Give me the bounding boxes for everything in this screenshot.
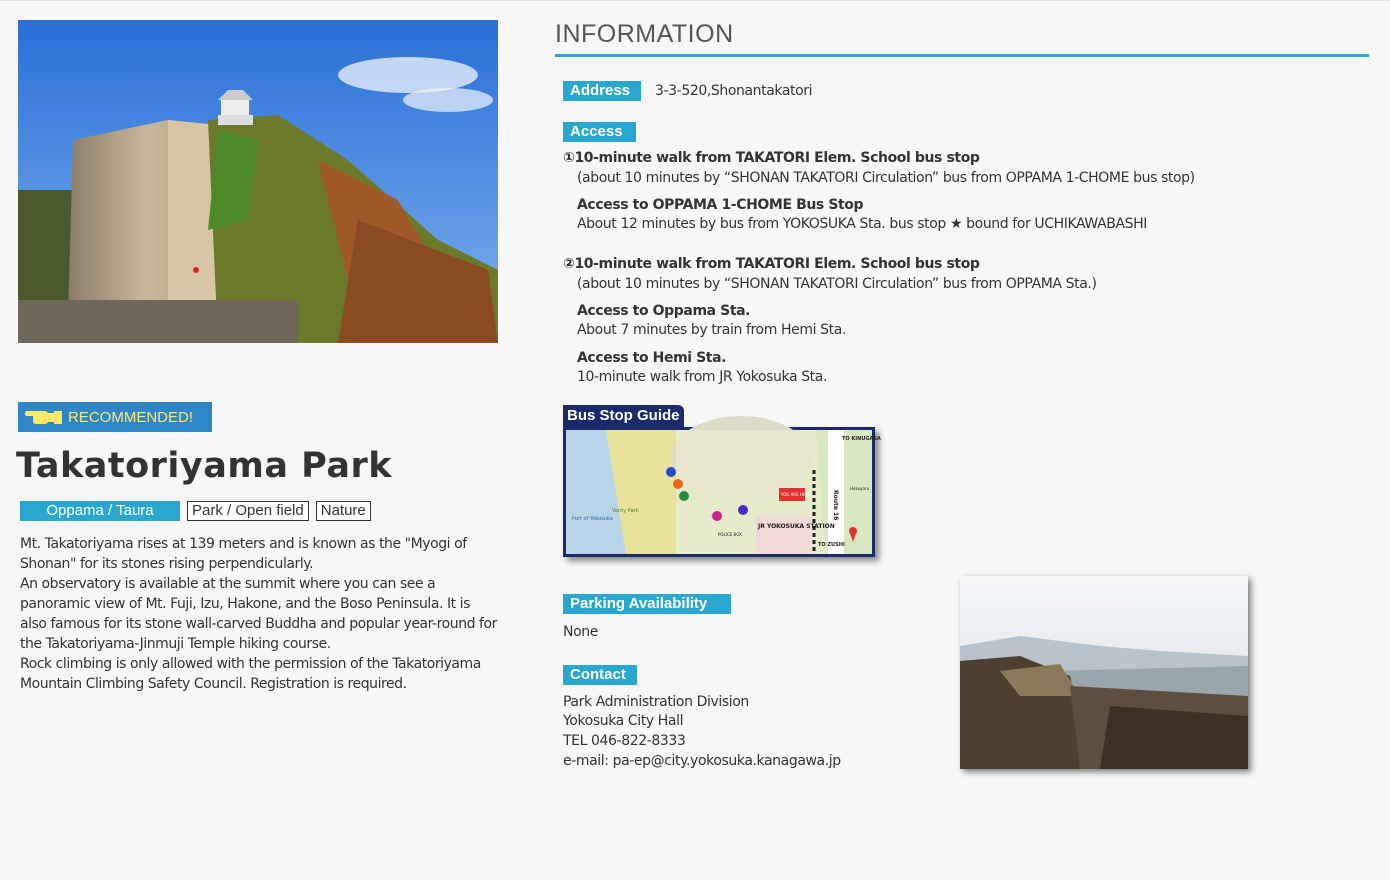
area-tag[interactable]: Oppama / Taura <box>20 501 180 521</box>
map-label-port: Port of Yokosuka <box>572 516 613 522</box>
park-title: Takatoriyama Park <box>16 446 392 486</box>
recommended-label: RECOMMENDED! <box>68 408 194 426</box>
bus-stop-guide[interactable] <box>563 405 881 557</box>
map-label-you-are-here: YOU ARE HERE <box>781 492 811 497</box>
bus-stop-marker-4[interactable] <box>673 479 683 489</box>
description-paragraph: Mt. Takatoriyama rises at 139 meters and is known as the "Myogi of Shonan" for its stones rising perpendicularly. <box>20 536 467 572</box>
description-paragraph: An observatory is available at the summit where you can see a panoramic view of Mt. Fuji, Izu, Hakone, and the Boso Peninsula. It is also famous for its stone wall-carved Buddha and popular year-round for the Takatoriyama-Jinmuji Temple hiking course. <box>20 576 497 652</box>
top-border <box>0 0 1390 1</box>
map-label-zushi: TO ZUSHI <box>818 542 845 548</box>
parking-label: Parking Availability <box>563 594 731 614</box>
bus-stop-guide-label: Bus Stop Guide <box>563 405 684 429</box>
contact-hall: Yokosuka City Hall <box>563 713 684 729</box>
map-label-police: POLICE BOX <box>718 532 742 537</box>
bus-stop-marker-3[interactable] <box>679 491 689 501</box>
route1-note: (about 10 minutes by “SHONAN TAKATORI Circulation” bus from OPPAMA 1-CHOME bus stop) <box>577 170 1195 186</box>
access-label: Access <box>563 122 636 142</box>
description-paragraph: Rock climbing is only allowed with the permission of the Takatoriyama Mountain Climbing Safety Council. Registration is required. <box>20 656 481 692</box>
bus-stop-marker-5[interactable] <box>666 467 676 477</box>
map-label-station: JR YOKOSUKA STATION <box>758 523 835 530</box>
route2-note: (about 10 minutes by “SHONAN TAKATORI Circulation” bus from OPPAMA Sta.) <box>577 276 1097 292</box>
parking-value: None <box>563 624 598 640</box>
map-label-route16: Route 16 <box>832 490 839 521</box>
map-label-hokuyoru: Hokuyoru <box>850 486 870 491</box>
route1-sub-text: About 12 minutes by bus from YOKOSUKA Sta. bus stop ★ bound for UCHIKAWABASHI <box>577 216 1148 232</box>
address-label: Address <box>563 81 641 101</box>
park-description <box>20 534 500 694</box>
park-photo-view <box>960 576 1248 769</box>
bus-stop-marker-1[interactable] <box>738 505 748 515</box>
park-photo-cliff <box>18 20 498 343</box>
bus-stop-marker-2[interactable] <box>712 511 722 521</box>
pointing-hand-icon <box>24 407 64 427</box>
route1-heading: ①10-minute walk from TAKATORI Elem. School bus stop <box>563 150 980 166</box>
information-heading: INFORMATION <box>555 20 734 48</box>
contact-email[interactable]: e-mail: pa-ep@city.yokosuka.kanagawa.jp <box>563 753 841 769</box>
route2-sub2-text: 10-minute walk from JR Yokosuka Sta. <box>577 369 828 385</box>
route2-heading: ②10-minute walk from TAKATORI Elem. School bus stop <box>563 256 980 272</box>
contact-tel[interactable]: TEL 046-822-8333 <box>563 733 686 749</box>
information-divider <box>555 54 1369 57</box>
category-tag-nature[interactable]: Nature <box>316 501 371 521</box>
bus-stop-map[interactable] <box>563 427 881 557</box>
map-label-kinugasa: TO KINUGASA <box>842 436 881 442</box>
contact-label: Contact <box>563 665 637 685</box>
route2-sub2-heading: Access to Hemi Sta. <box>577 350 727 366</box>
route2-sub1-text: About 7 minutes by train from Hemi Sta. <box>577 322 846 338</box>
route1-sub-heading: Access to OPPAMA 1-CHOME Bus Stop <box>577 197 864 213</box>
address-value: 3-3-520,Shonantakatori <box>655 83 813 99</box>
contact-division: Park Administration Division <box>563 694 749 710</box>
category-tag-park[interactable]: Park / Open field <box>187 501 309 521</box>
recommended-badge <box>18 402 212 432</box>
map-label-verny: Verny Park <box>612 508 639 514</box>
route2-sub1-heading: Access to Oppama Sta. <box>577 303 751 319</box>
tag-list <box>20 501 371 521</box>
